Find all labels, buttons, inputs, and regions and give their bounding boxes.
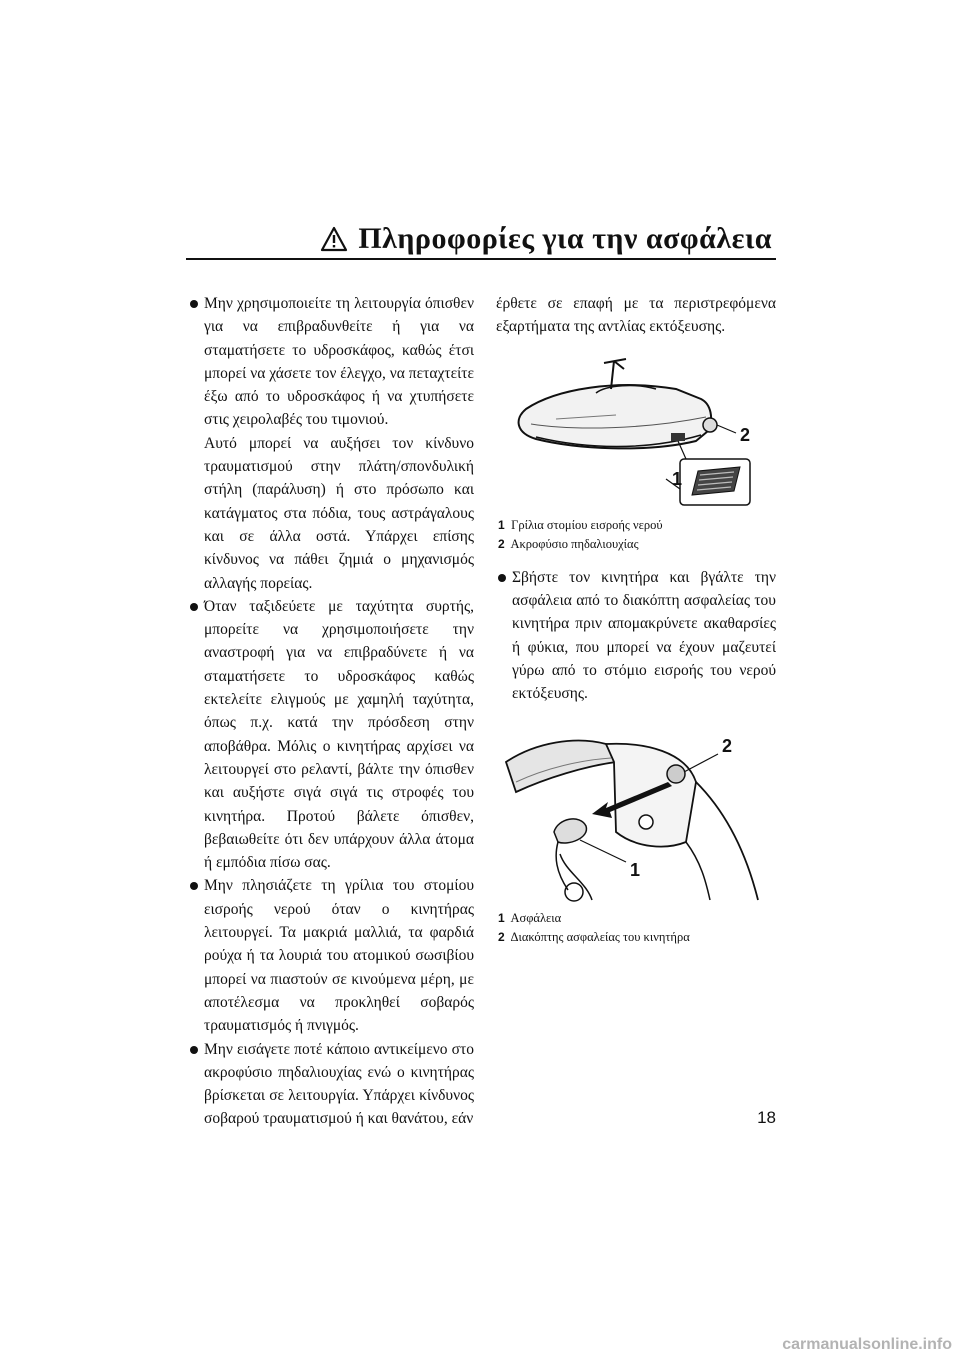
bullet-intake-grate: Μην πλησιάζετε τη γρίλια του στομίου εισροής νερού όταν ο κινητήρας λειτουργεί. Τα μακριά μαλλιά, τα φαρδιά ρούχα ή τα λουριά του ατομικού σωσιβίου μπορεί να πιαστούν σε κινούμενα μέρη, με αποτέλεσμα να προκληθεί σοβαρός τραυματισμός ή πνιγμός. — [188, 874, 474, 1037]
figure1-label-1: 1 — [672, 468, 683, 489]
left-column — [188, 292, 474, 1131]
right-column — [496, 292, 776, 947]
header-title-group — [320, 222, 772, 256]
safety-switch-illustration — [496, 722, 776, 902]
figure1-caption-item: 2 Ακροφύσιο πηδαλιουχίας — [498, 536, 639, 551]
figure2-caption-item: 1 Ασφάλεια — [498, 910, 562, 925]
figure1-caption-item: 1 Γρίλια στομίου εισροής νερού — [498, 517, 663, 532]
watermark: carmanualsonline.info — [782, 1336, 952, 1353]
bullet-reverse-warning-continued: Αυτό μπορεί να αυξήσει τον κίνδυνο τραυματισμού στην πλάτη/σπονδυλική στήλη (παράλυση) ή στο πρόσωπο και κατάγματος στα πόδια, τους αστράγαλους και σε άλλα οστά. Υπάρχει επίσης κίνδυνος να πάθει ζημιά ο μηχανισμός αλλαγής πορείας. — [204, 434, 474, 592]
page-number: 18 — [757, 1108, 776, 1127]
figure-watercraft — [496, 349, 776, 554]
steering-nozzle-continued: έρθετε σε επαφή με τα περιστρεφόμενα εξαρτήματα της αντλίας εκτόξευσης. — [496, 295, 776, 336]
figure2-caption-item: 2 Διακόπτης ασφαλείας του κινητήρα — [498, 929, 690, 944]
figure1-caption — [498, 516, 776, 554]
bullet-steering-nozzle: Μην εισάγετε ποτέ κάποιο αντικείμενο στο ακροφύσιο πηδαλιουχίας ενώ ο κινητήρας βρίσκεται σε λειτουργία. Υπάρχει κίνδυνος σοβαρού τραυματισμού ή και θανάτου, εάν — [188, 1038, 474, 1131]
figure1-label-2: 2 — [740, 424, 751, 445]
figure2-caption — [498, 909, 776, 947]
figure2-label-1: 1 — [630, 859, 641, 880]
bullet-reverse-warning: Μην χρησιμοποιείτε τη λειτουργία όπισθεν για να επιβραδυνθείτε ή για να σταματήσετε το υδροσκάφος, καθώς έτσι μπορεί να χάσετε τον έλεγχο, να πεταχτείτε έξω από το υδροσκάφος ή να χτυπήσετε στις χειρολαβές του τιμονιού. — [188, 292, 474, 432]
figure2-label-2: 2 — [722, 735, 733, 756]
page-title: Πληροφορίες για την ασφάλεια — [358, 222, 772, 255]
bullet-trolling-speed: Όταν ταξιδεύετε με ταχύτητα συρτής, μπορείτε να χρησιμοποιήσετε την αναστροφή για να επιβραδύνετε ή να σταματήσετε το υδροσκάφος καθώς εκτελείτε ελιγμούς με χαμηλή ταχύτητα, όπως π.χ. κατά την πρόσδεση στην αποβάθρα. Μόλις ο κινητήρας αρχίσει να λειτουργεί στο ρελαντί, βάλτε την όπισθεν και αυξήστε σιγά σιγά τις στροφές του κινητήρα. Προτού βάλετε όπισθεν, βεβαιωθείτε ότι δεν υπάρχουν άλλα άτομα ή εμπόδια πίσω σας. — [188, 595, 474, 875]
warning-triangle-icon — [320, 226, 348, 252]
watercraft-illustration — [496, 349, 776, 509]
bullet-stop-engine: Σβήστε τον κινητήρα και βγάλτε την ασφάλεια από το διακόπτη ασφαλείας του κινητήρα πριν απομακρύνετε ακαθαρσίες ή φύκια, που μπορεί να έχουν μαζευτεί γύρω από το στόμιο εισροής του νερού εκτόξευσης. — [496, 566, 776, 706]
figure-safety-switch — [496, 722, 776, 947]
page-header — [186, 222, 776, 260]
